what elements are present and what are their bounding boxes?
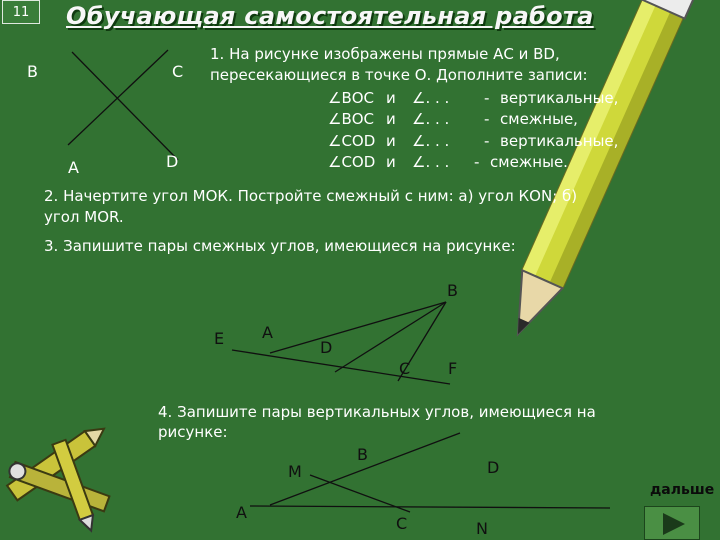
row3-blank: ∠. . . [412, 132, 450, 150]
next-label[interactable]: дальше [650, 482, 715, 498]
row3-and: и [386, 132, 396, 150]
row2-kind: смежные, [500, 110, 578, 128]
t4-point-d: D [487, 458, 500, 477]
row4-and: и [386, 153, 396, 171]
row2-and: и [386, 110, 396, 128]
t4-point-b: B [357, 445, 368, 464]
point-label-b: B [27, 62, 38, 81]
t3-point-a: A [262, 323, 273, 342]
point-label-c: C [172, 62, 184, 81]
row4-dash: - [474, 153, 480, 171]
task4-text-line2: рисунке: [158, 423, 228, 441]
t4-point-c: C [396, 514, 408, 533]
row2-angle: ∠ВОС [328, 110, 375, 128]
task2-text-line1: 2. Начертите угол МОК. Постройте смежный с ним: а) угол КОN; б) [44, 187, 578, 205]
row3-kind: вертикальные, [500, 132, 619, 150]
row4-blank: ∠. . . [412, 153, 450, 171]
row1-dash: - [484, 89, 490, 107]
row1-blank: ∠. . . [412, 89, 450, 107]
row2-dash: - [484, 110, 490, 128]
row3-dash: - [484, 132, 490, 150]
t4-point-n: N [476, 519, 488, 538]
t4-point-m: M [288, 462, 302, 481]
point-label-a: A [68, 158, 79, 177]
task4-text-line1: 4. Запишите пары вертикальных углов, имеющиеся на [158, 403, 596, 421]
row1-kind: вертикальные, [500, 89, 619, 107]
row2-blank: ∠. . . [412, 110, 450, 128]
t4-point-a: A [236, 503, 247, 522]
task2-text-line2: угол МОR. [44, 208, 124, 226]
t3-point-e: E [214, 329, 225, 348]
t3-point-d: D [320, 338, 333, 357]
task1-text-line1: 1. На рисунке изображены прямые АС и ВD, [210, 45, 560, 63]
row4-kind: смежные. [490, 153, 568, 171]
page-title: Обучающая самостоятельная работа [66, 2, 594, 30]
t3-point-c: C [399, 359, 411, 378]
row1-angle: ∠ВОС [328, 89, 375, 107]
next-button[interactable] [644, 506, 700, 540]
slide-number-badge: 11 [2, 0, 40, 24]
task1-text-line2: пересекающиеся в точке О. Дополните записи: [210, 66, 588, 84]
row1-and: и [386, 89, 396, 107]
row4-angle: ∠COD [328, 153, 376, 171]
t3-point-b: B [447, 281, 458, 300]
point-label-d: D [166, 152, 179, 171]
row3-angle: ∠COD [328, 132, 376, 150]
play-triangle-icon [645, 507, 701, 540]
task3-text: 3. Запишите пары смежных углов, имеющиеся на рисунке: [44, 237, 516, 255]
t3-point-f: F [448, 359, 458, 378]
